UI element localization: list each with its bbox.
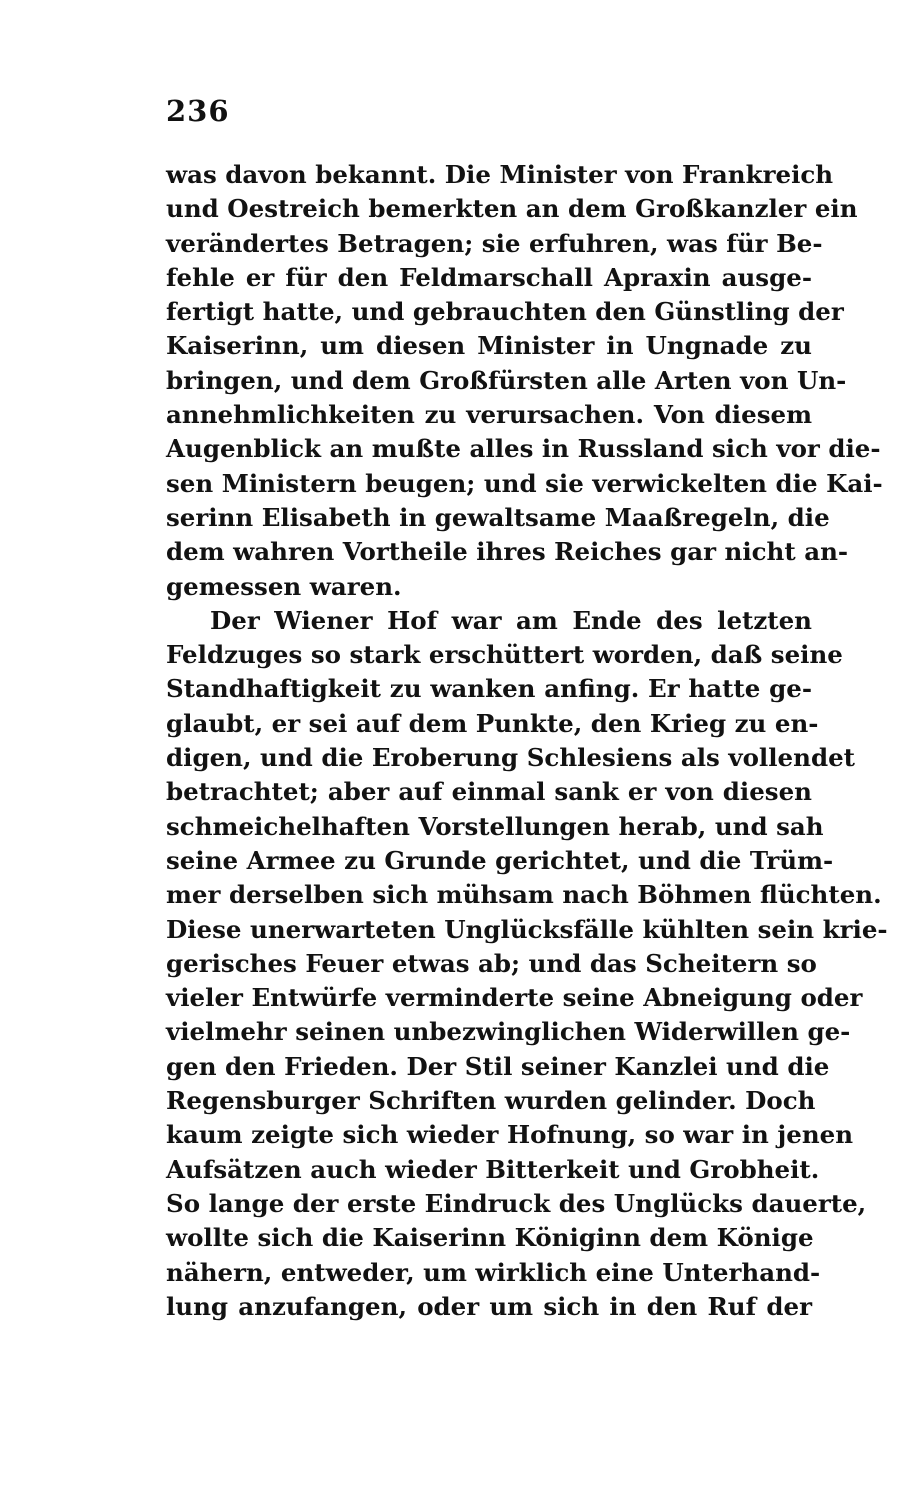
text-line: digen, und die Eroberung Schlesiens als vollendet (166, 743, 855, 773)
text-line: annehmlichkeiten zu verursachen. Von diesem (166, 400, 812, 430)
body-text (166, 158, 888, 1324)
text-line: vieler Entwürfe verminderte seine Abneigung oder (166, 983, 863, 1013)
text-line: Aufsätzen auch wieder Bitterkeit und Grobheit. (166, 1154, 820, 1184)
text-line: fertigt hatte, und gebrauchten den Günstling der (166, 297, 844, 327)
text-line: gerisches Feuer etwas ab; und das Scheitern so (166, 948, 817, 978)
text-line: dem wahren Vortheile ihres Reiches gar nicht an- (166, 537, 849, 567)
text-line: Augenblick an mußte alles in Russland sich vor die- (166, 434, 881, 464)
text-line: Regensburger Schriften wurden gelinder. Doch (166, 1086, 816, 1116)
text-line: seine Armee zu Grunde gerichtet, und die Trüm- (166, 845, 834, 875)
page-number: 236 (166, 94, 230, 128)
text-line: sen Ministern beugen; und sie verwickelten die Kai- (166, 468, 883, 498)
text-line: glaubt, er sei auf dem Punkte, den Krieg zu en- (166, 708, 819, 738)
text-line: serinn Elisabeth in gewaltsame Maaßregeln, die (166, 502, 830, 532)
text-line: vielmehr seinen unbezwinglichen Widerwillen ge- (166, 1017, 851, 1047)
text-line: gen den Frieden. Der Stil seiner Kanzlei und die (166, 1051, 830, 1081)
text-line: Kaiserinn, um diesen Minister in Ungnade zu (166, 331, 812, 361)
text-line: nähern, entweder, um wirklich eine Unterhand- (166, 1257, 821, 1287)
paragraph-start-line: Der Wiener Hof war am Ende des letzten (210, 605, 812, 635)
text-line: wollte sich die Kaiserinn Königinn dem Könige (166, 1223, 814, 1253)
text-line: lung anzufangen, oder um sich in den Ruf der (166, 1291, 812, 1321)
text-line: Standhaftigkeit zu wanken anfing. Er hatte ge- (166, 674, 812, 704)
text-line: und Oestreich bemerkten an dem Großkanzler ein (166, 194, 858, 224)
text-line: betrachtet; aber auf einmal sank er von diesen (166, 777, 812, 807)
text-line: was davon bekannt. Die Minister von Frankreich (166, 160, 834, 189)
text-line: schmeichelhaften Vorstellungen herab, und sah (166, 811, 824, 841)
text-line: mer derselben sich mühsam nach Böhmen flüchten. (166, 880, 882, 910)
text-line: Diese unerwarteten Unglücksfälle kühlten sein krie- (166, 914, 888, 944)
text-line: bringen, und dem Großfürsten alle Arten von Un- (166, 365, 847, 395)
text-line: fehle er für den Feldmarschall Apraxin ausge- (166, 262, 812, 292)
text-line: Feldzuges so stark erschüttert worden, daß seine (166, 640, 843, 670)
text-line: verändertes Betragen; sie erfuhren, was für Be- (166, 228, 823, 258)
text-line: So lange der erste Eindruck des Unglücks dauerte, (166, 1188, 867, 1218)
paragraph-end-line: gemessen waren. (166, 571, 402, 601)
text-line: kaum zeigte sich wieder Hofnung, so war in jenen (166, 1120, 854, 1150)
